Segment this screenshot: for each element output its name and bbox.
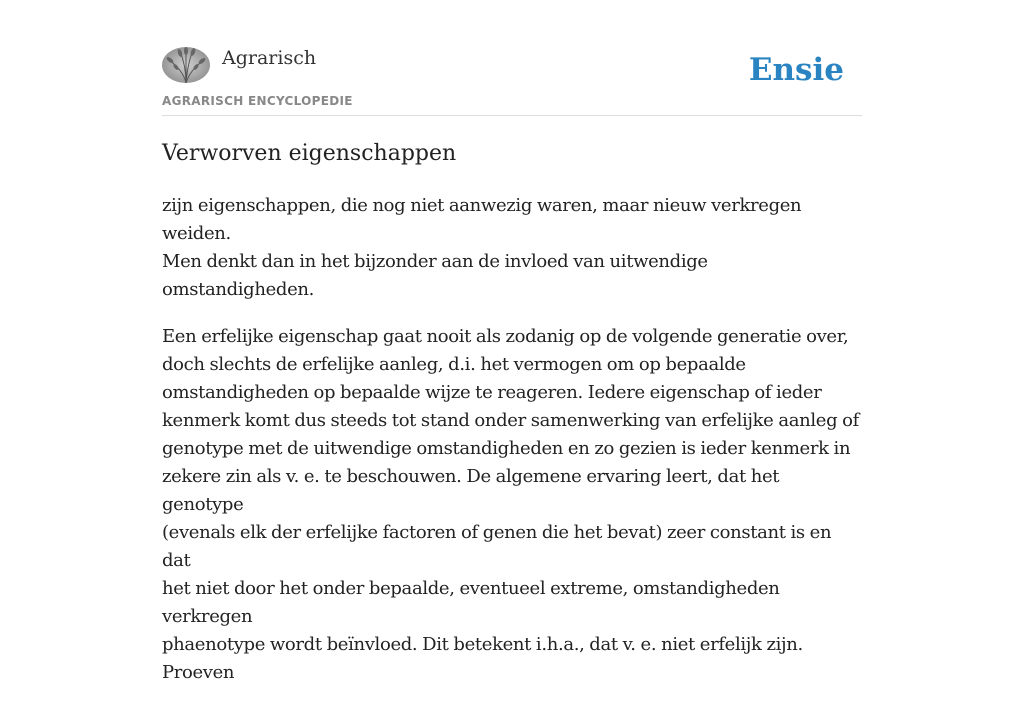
article-paragraph (162, 323, 862, 687)
paragraph-line: zekere zin als v. e. te beschouwen. De algemene ervaring leert, dat het genotype (162, 466, 780, 515)
paragraph-line: omstandigheden op bepaalde wijze te reageren. Iedere eigenschap of ieder (162, 382, 822, 403)
paragraph-line: doch slechts de erfelijke aanleg, d.i. het vermogen om op bepaalde (162, 354, 746, 375)
article-paragraph (162, 192, 862, 304)
paragraph-line: Een erfelijke eigenschap gaat nooit als zodanig op de volgende generatie over, (162, 326, 849, 347)
paragraph-line: Men denkt dan in het bijzonder aan de invloed van uitwendige omstandigheden. (162, 251, 708, 300)
paragraph-line: het niet door het onder bepaalde, eventueel extreme, omstandigheden verkregen (162, 578, 780, 627)
paragraph-line: (evenals elk der erfelijke factoren of genen die het bevat) zeer constant is en dat (162, 522, 832, 571)
wheat-logo-icon[interactable] (162, 47, 210, 83)
site-header (162, 0, 862, 116)
ensie-brand-link[interactable]: Ensie (748, 52, 844, 88)
paragraph-line: genotype met de uitwendige omstandigheden en zo gezien is ieder kenmerk in (162, 438, 851, 459)
article-body (162, 192, 862, 706)
paragraph-line: zijn eigenschappen, die nog niet aanwezig waren, maar nieuw verkregen weiden. (162, 195, 802, 244)
site-name[interactable]: Agrarisch (222, 47, 317, 69)
site-subtitle: AGRARISCH ENCYCLOPEDIE (162, 94, 353, 108)
page (162, 0, 862, 683)
paragraph-line: kenmerk komt dus steeds tot stand onder samenwerking van erfelijke aanleg of (162, 410, 859, 431)
article-title: Verworven eigenschappen (162, 141, 457, 166)
paragraph-line: phaenotype wordt beïnvloed. Dit betekent i.h.a., dat v. e. niet erfelijk zijn. Proeven (162, 634, 803, 683)
